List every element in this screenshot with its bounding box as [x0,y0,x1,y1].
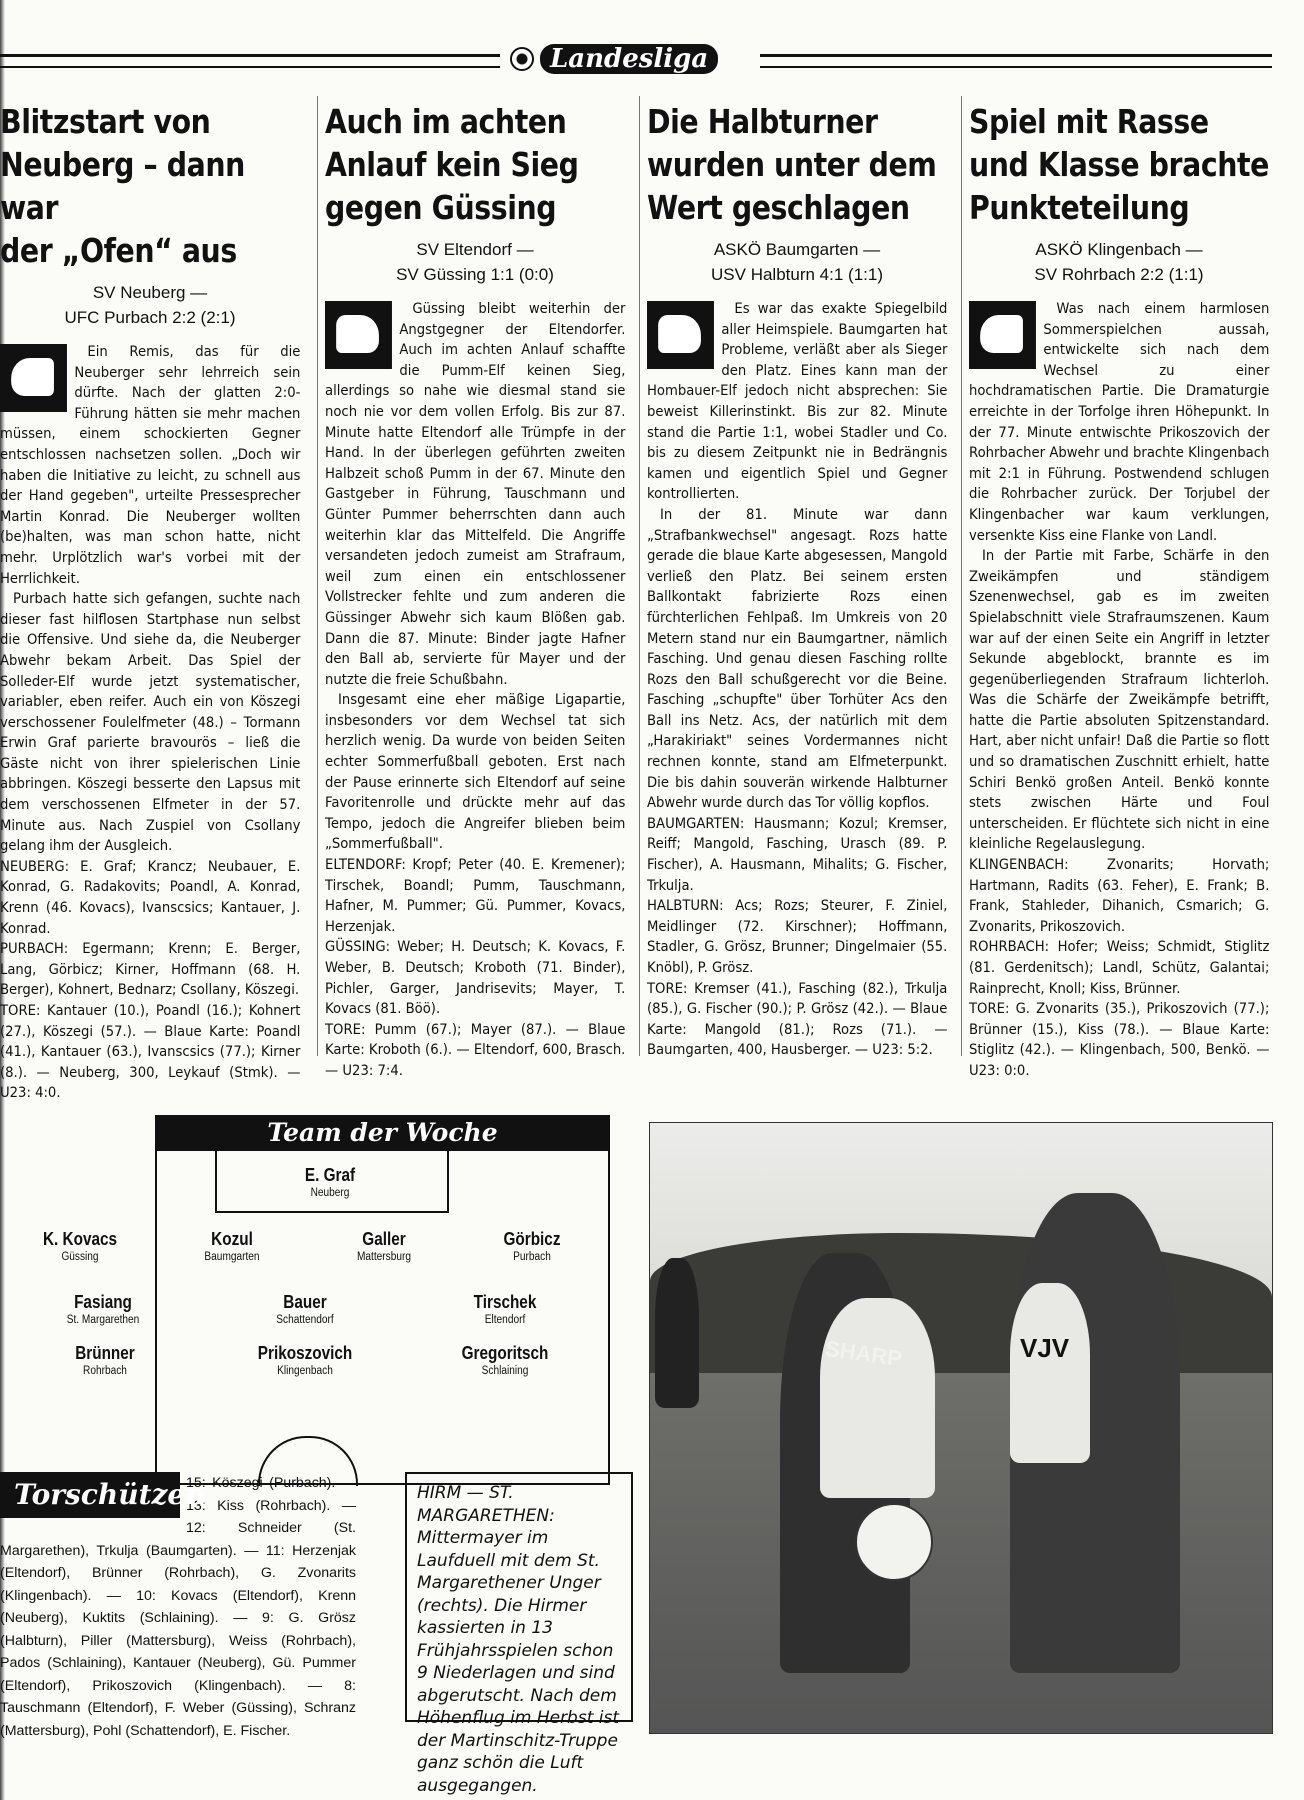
scorers-title: Torschützen [0,1472,180,1518]
section-title: Landesliga [540,44,718,74]
paragraph: In der 81. Minute war dann „Strafbankwechsel" angesagt. Rozs hatte gerade die blaue Karte abgesessen, Mangold verließ den Platz. Bei seinem ersten Ballkontakt fabrizierte Rozs einen fürchterlichen Fehlpaß. Im Umkreis von 20 Metern stand nur ein Baumgartner, nämlich Fasching. Und genau diesen Fasching rollte Rozs den Ball schußgerecht vor die Beine. Fasching „schupfte" über Torhüter Acs den Ball ins Netz. Acs, der natürlich mit dem „Harakiriakt" seines Vordermannes nicht rechnen konnte, stand am Elfmeterpunkt. Die bis dahin souverän wirkende Halbturner Abwehr wurde durch das Tor völlig kopflos. [647,506,948,812]
paragraph: Güssing bleibt weiterhin der Angstgegner der Eltendorfer. Auch im achten Anlauf schaffte die Pumm-Elf keinen Sieg, allerdings so nahe wie diesmal stand sie noch nie vor dem vollen Erfolg. Bis zur 87. Minute hatte Eltendorf alle Trümpfe in der Hand. In der überlegen geführten zweiten Halbzeit schoß Pumm in der 67. Minute den Gastgeber in Führung, Tauschmann und Günter Pummer beherrschten dann auch weiterhin klar das Mittelfeld. Die Angriffe versandeten jedoch zumeist am Strafraum, weil zum einen ein entschlossener Vollstrecker fehlte und zum anderen die Güssinger Abwehr sich kaum Blößen gab. Dann die 87. Minute: Binder jagte Hafner den Ball ab, servierte für Mayer und der nutzte die freie Schußbahn. [325,301,626,688]
match-score: USV Halbturn 4:1 (1:1) [711,265,883,284]
lineup: ELTENDORF: Kropf; Peter (40. E. Kremener); Tirschek, Boandl; Pumm, Tauschmann, Hafner, M. Pummer; Gü. Pummer, Kovacs, Herzenjak. [325,857,626,935]
column-divider [317,96,318,1056]
lineup: PURBACH: Egermann; Krenn; E. Berger, Lang, Görbicz; Kirner, Hoffmann (68. H. Berger), Kohnert, Bednarz; Csollany, Köszegi. [0,941,301,999]
article-3 [647,100,947,1061]
article-body [0,342,300,1104]
section-header [0,44,1272,74]
article-body [969,299,1269,1082]
photo-caption: HIRM — ST. MARGARETHEN: Mittermayer im Laufduell mit dem St. Margarethener Unger (rechts). Die Hirmer kassierten in 13 Frühjahrsspielen schon 9 Niederlagen und sind abgerutscht. Nach dem Höhenflug im Herbst ist der Martinschitz-Truppe ganz schön die Luft ausgegangen. [405,1472,633,1722]
match-info [647,237,947,287]
background-player [655,1258,699,1408]
lineup: TORE: G. Zvonarits (35.), Prikoszovich (77.); Brünner (15.), Kiss (78.). — Blaue Karte: Stiglitz (42.). — Klingenbach, 500, Benkö. — U23: 0:0. [969,1001,1270,1079]
lineup: GÜSSING: Weber; H. Deutsch; K. Kovacs, F. Weber, B. Deutsch; Kroboth (71. Binder), Pichler, Garger, Jandrisevits; Mayer, T. Kovacs (81. Böö). [325,939,626,1018]
header-rule-left [0,54,500,68]
player [452,1228,612,1264]
headline-line: Anlauf kein Sieg [325,145,579,184]
lineup: TORE: Kantauer (10.), Poandl (16.); Kohnert (27.), Köszegi (57.). — Blaue Karte: Poandl (41.), Kantauer (63.), Ivanscsics (77.); Kirner (8.). — Neuberg, 300, Leykauf (Stmk). — U23: 4:0. [0,1003,301,1102]
article-4 [969,100,1269,1082]
player [25,1342,185,1378]
player-club: Schattendorf [276,1314,334,1326]
headline-line: Punkteteilung [969,188,1190,227]
thumbs-up-icon [969,301,1036,369]
lineup: BAUMGARTEN: Hausmann; Kozul; Kremser, Reiff; Mangold, Fasching, Urasch (89. P. Fischer), A. Hausmann, Mihalits; G. Fischer, Trkulja. [647,815,948,894]
headline-line: Neuberg – dann war [0,145,245,227]
headline-line: Spiel mit Rasse [969,102,1209,141]
player [425,1342,585,1378]
article-2 [325,100,625,1082]
player [0,1228,160,1264]
player [225,1342,385,1378]
headline-line: und Klasse brachte [969,145,1269,184]
match-teams: ASKÖ Baumgarten — [713,240,881,259]
lineup: NEUBERG: E. Graf; Krancz; Neubauer, E. Konrad, G. Radakovits; Poandl, A. Konrad, Krenn (46. Kovacs), Ivanscsics; Kantauer, J. Konrad. [0,858,301,937]
player-club: Mattersburg [356,1251,411,1263]
player-shirt-white-half [1010,1283,1090,1463]
player [225,1291,385,1327]
player-club: Baumgarten [204,1251,260,1263]
headline-line: gegen Güssing [325,188,557,227]
article-headline [325,100,626,229]
player-club: Rohrbach [83,1365,127,1377]
section-logo [510,44,718,74]
paragraph: Insgesamt eine eher mäßige Ligapartie, insbesonders vor dem Wechsel tat sich herzlich wenig. Da wurde von beiden Seiten echter Sommerfußball geboten. Erst nach der Pause erinnerte sich Eltendorf auf seine Favoritenrolle und drückte mehr auf das Tempo, jedoch die Angreifer blieben beim „Sommerfußball". [325,692,626,853]
match-info [969,237,1269,287]
article-body [325,299,625,1082]
match-score: SV Güssing 1:1 (0:0) [396,265,554,284]
paragraph: Ein Remis, das für die Neuberger sehr lehrreich sein dürfte. Nach der glatten 2:0-Führung hätten sie mehr machen müssen, einem schockierten Gegner entschlossen nachsetzen sollen. „Doch wir haben die Initiative zu leicht, zu schnell aus der Hand gegeben", urteilte Pressesprecher Martin Konrad. Die Neuberger wollten (be)halten, was man schon hatte, nicht mehr. Urplötzlich war's vorbei mit der Herrlichkeit. [0,344,301,587]
player-club: Güssing [61,1251,99,1263]
lineup: KLINGENBACH: Zvonarits; Horvath; Hartmann, Radits (63. Feher), E. Frank; B. Frank, Stahleder, Dihanich, Csmarich; G. Zvonarits, Prikoszovich. [969,857,1270,935]
column-divider [961,96,962,1056]
player-name: Fasiang [74,1292,132,1312]
player-club: Schlaining [481,1365,529,1377]
player-name: E. Graf [304,1165,356,1185]
lineup: TORE: Pumm (67.); Mayer (87.). — Blaue Karte: Kroboth (6.). — Eltendorf, 600, Brasch. — U23: 7:4. [325,1021,626,1079]
match-teams: ASKÖ Klingenbach — [1035,240,1203,259]
player-name: Gregoritsch [461,1343,549,1363]
player [152,1228,312,1264]
player [23,1291,183,1327]
shirt-sponsor-right: VJV [1020,1333,1070,1363]
headline-line: der „Ofen“ aus [0,231,237,270]
match-info [325,237,625,287]
paragraph: In der Partie mit Farbe, Schärfe in den Zweikämpfen und ständigem Szenenwechsel, gab es im zweiten Spielabschnitt viele Strafraumszenen. Kaum war auf der einen Seite ein Angriff in letzter Sekunde abgeblockt, brannte es im gegenüberliegenden Strafraum lichterloh. Was die Schärfe der Zweikämpfe betrifft, hatte die Partie absoluten Spitzenstandard. Hart, aber nicht unfair! Daß die Partie so flott und so dramatischen Zuschnitt erhielt, hatte Schiri Benkö großen Anteil. Benkö konnte stets zwischen Härte und Foul unterscheiden. Er flüchtete sich nicht in eine kleinliche Regelauslegung. [969,548,1270,853]
match-teams: SV Eltendorf — [416,240,534,259]
player-club: St. Margarethen [66,1314,140,1326]
player-name: Görbicz [503,1229,561,1249]
article-1 [0,100,300,1104]
player-name: K. Kovacs [42,1229,117,1249]
article-headline [647,100,948,229]
player-club: Klingenbach [277,1365,333,1377]
match-score: UFC Purbach 2:2 (2:1) [64,308,236,327]
player-name: Kozul [211,1229,253,1249]
player-goalkeeper [250,1164,410,1200]
player [304,1228,464,1264]
player-name: Galler [362,1229,406,1249]
player-club: Neuberg [310,1187,350,1199]
lineup: HALBTURN: Acs; Rozs; Steurer, F. Ziniel, Meidlinger (72. Kirschner); Hoffmann, Stadler, G. Grösz, Brunner; Dingelmaier (55. Knöbl), P. Grösz. [647,898,948,976]
player [425,1291,585,1327]
headline-line: Die Halbturner [647,102,878,141]
shirt-sponsor-left: SHARP [823,1335,904,1372]
match-score: SV Rohrbach 2:2 (1:1) [1034,265,1204,284]
soccer-ball-icon [510,47,534,71]
player-club: Purbach [513,1251,551,1263]
lineup: ROHRBACH: Hofer; Weiss; Schmidt, Stiglitz (81. Gerdenitsch); Landl, Schütz, Galantai; Rainprecht, Knoll; Kiss, Brünner. [969,939,1270,997]
match-teams: SV Neuberg — [92,283,208,302]
thumbs-up-icon [0,344,67,412]
paragraph: Was nach einem harmlosen Sommerspielchen aussah, entwickelte sich nach dem Wechsel zu einer hochdramatischen Partie. Die Dramaturgie erreichte in der Torfolge ihren Höhepunkt. In der 77. Minute entwischte Prikoszovich der Rohrbacher Abwehr und brachte Klingenbach mit 2:1 in Führung. Postwendend schlugen die Rohrbacher zurück. Der Torjubel der Klingenbacher war kaum verklungen, versenkte Kiss eine Flanke von Landl. [969,301,1270,544]
football [855,1503,933,1581]
player-name: Bauer [283,1292,327,1312]
paragraph: Purbach hatte sich gefangen, suchte nach dieser fast hilflosen Startphase nun selbst die Offensive. Und siehe da, die Neuberger Abwehr bekam Arbeit. Das Spiel der Solleder-Elf wurde jetzt systematischer, variabler, eben reifer. Auch ein von Köszegi verschossener Foulelfmeter (48.) – Tormann Erwin Graf parierte bravourös – ließ die Gäste nicht von ihrer spielerischen Linie abbringen. Köszegi besserte den Lapsus mit dem verschossenen Elfmeter in der 57. Minute aus. Nach Zuspiel von Csollany gelang ihm der Ausgleich. [0,591,301,855]
thumbs-sideways-icon [325,301,392,369]
article-body [647,299,947,1061]
article-headline [0,100,301,272]
thumbs-sideways-icon [647,301,714,369]
team-of-week-title: Team der Woche [155,1115,610,1151]
player-shorts [820,1298,935,1498]
player-name: Tirschek [473,1292,537,1312]
paragraph: Es war das exakte Spiegelbild aller Heimspiele. Baumgarten hat Probleme, verläßt aber als Sieger den Platz. Eines kann man der Hombauer-Elf jedoch nicht absprechen: Sie beweist Killerinstinkt. Bis zur 82. Minute stand die Partie 1:1, wobei Stadler und Co. bis zu diesem Zeitpunkt nie in Bedrängnis kamen und eigentlich Spiel und Gegner kontrollierten. [647,301,948,503]
scorers-text: 15: Köszegi (Purbach). — 13: Kiss (Rohrbach). — 12: Schneider (St. Margarethen), Trkulja (Baumgarten). — 11: Herzenjak (Eltendorf), Brünner (Rohrbach), G. Zvonarits (Klingenbach). — 10: Kovacs (Eltendorf), Krenn (Neuberg), Kuktits (Schlaining). — 9: G. Grösz (Halbturn), Piller (Mattersburg), Weiss (Rohrbach), Pados (Schlaining), Kantauer (Neuberg), Gü. Pummer (Eltendorf), Prikoszovich (Klingenbach). — 8: Tauschmann (Eltendorf), F. Weber (Güssing), Schranz (Mattersburg), Pohl (Schattendorf), E. Fischer. [0,1475,356,1739]
match-info [0,280,300,330]
player-name: Brünner [75,1343,135,1363]
lineup: TORE: Kremser (41.), Fasching (82.), Trkulja (85.), G. Fischer (90.); P. Grösz (42.). — Blaue Karte: Mangold (81.); Rozs (71.). — Baumgarten, 400, Hausberger. — U23: 5:2. [647,980,948,1059]
article-headline [969,100,1270,229]
header-rule-right [760,54,1272,68]
match-photo [649,1122,1273,1734]
headline-line: Auch im achten [325,102,567,141]
player-name: Prikoszovich [257,1343,353,1363]
player-club: Eltendorf [484,1314,526,1326]
column-divider [639,96,640,1056]
headline-line: Blitzstart von [0,102,211,141]
headline-line: Wert geschlagen [647,188,910,227]
headline-line: wurden unter dem [647,145,937,184]
